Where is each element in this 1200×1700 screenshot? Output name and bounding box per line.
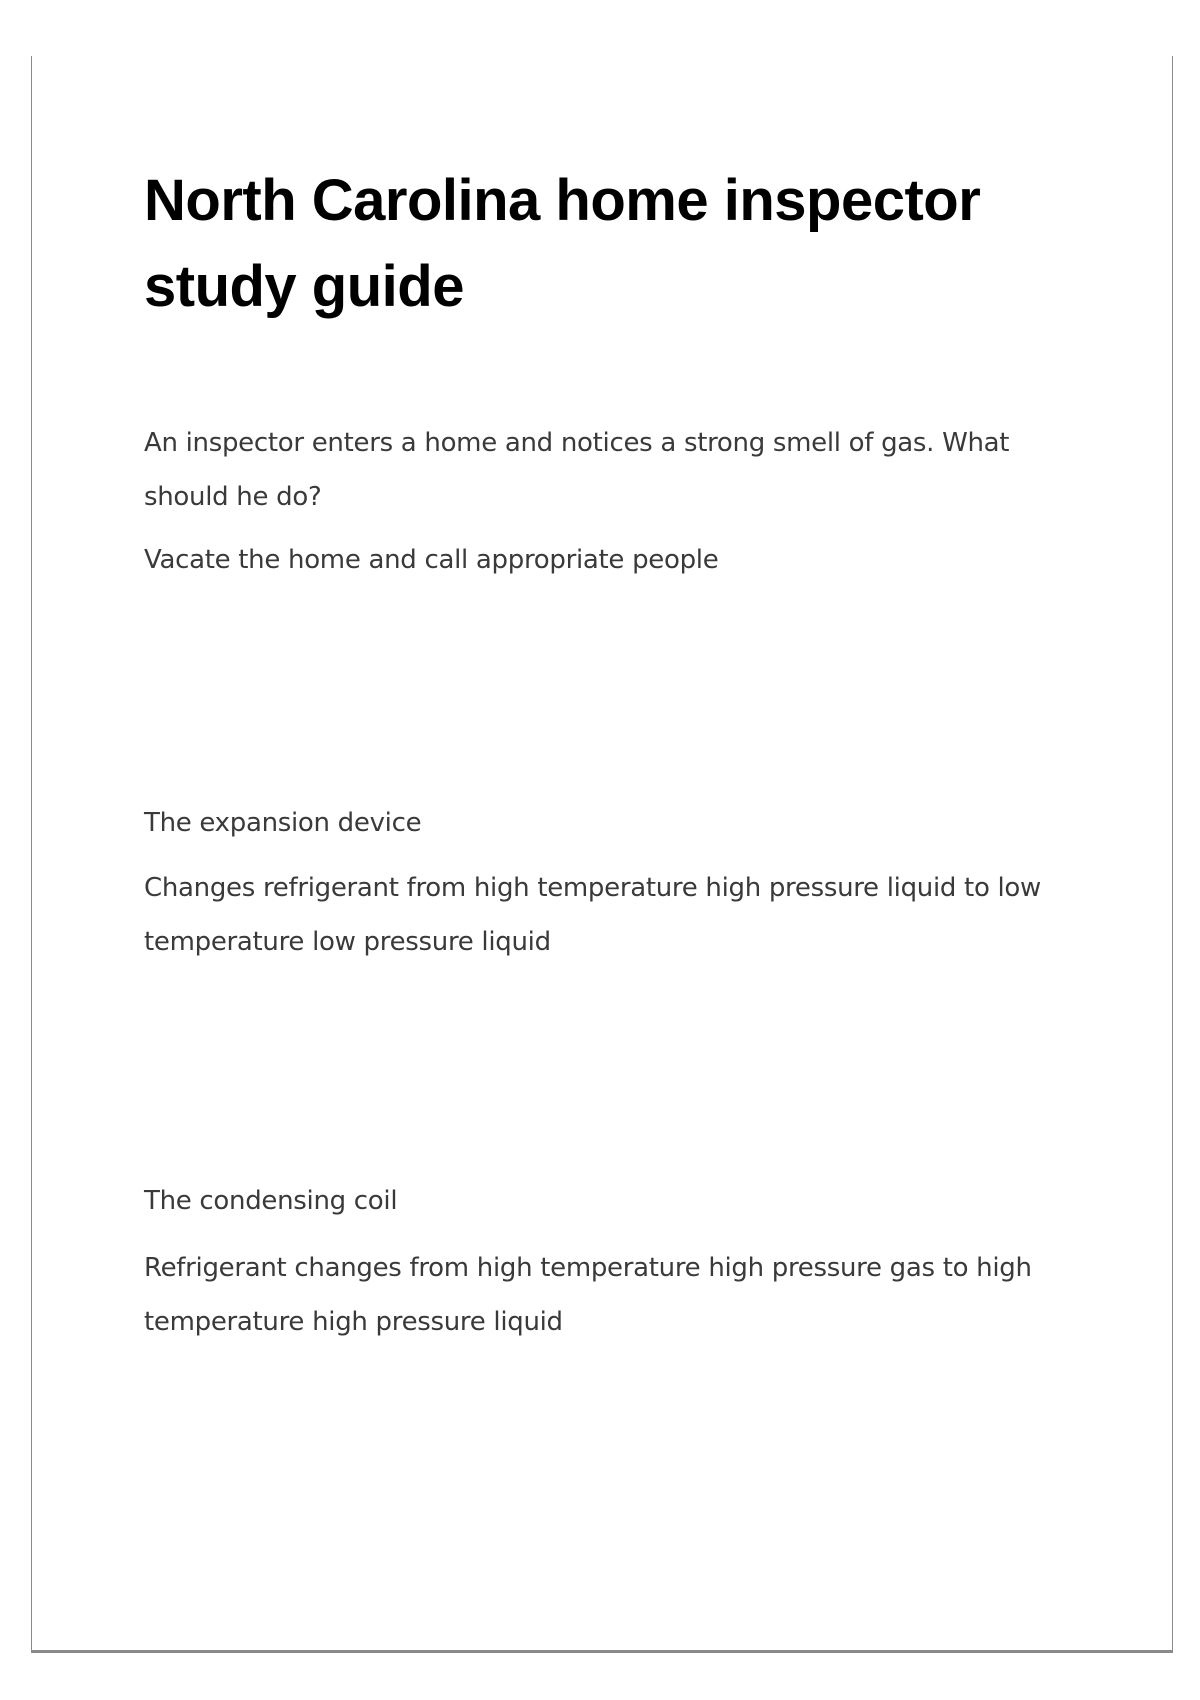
card-1-definition: Vacate the home and call appropriate people bbox=[144, 545, 719, 575]
card-3-term: The condensing coil bbox=[144, 1186, 398, 1216]
document-page bbox=[31, 56, 1173, 1653]
card-2-term: The expansion device bbox=[144, 808, 422, 838]
card-3-definition: Refrigerant changes from high temperature high pressure gas to high temperature high pressure liquid bbox=[144, 1253, 1032, 1337]
card-1-term: An inspector enters a home and notices a strong smell of gas. What should he do? bbox=[144, 428, 1010, 512]
card-2-definition: Changes refrigerant from high temperature high pressure liquid to low temperature low pressure liquid bbox=[144, 873, 1042, 957]
page-title: North Carolina home inspector study guide bbox=[144, 168, 981, 319]
